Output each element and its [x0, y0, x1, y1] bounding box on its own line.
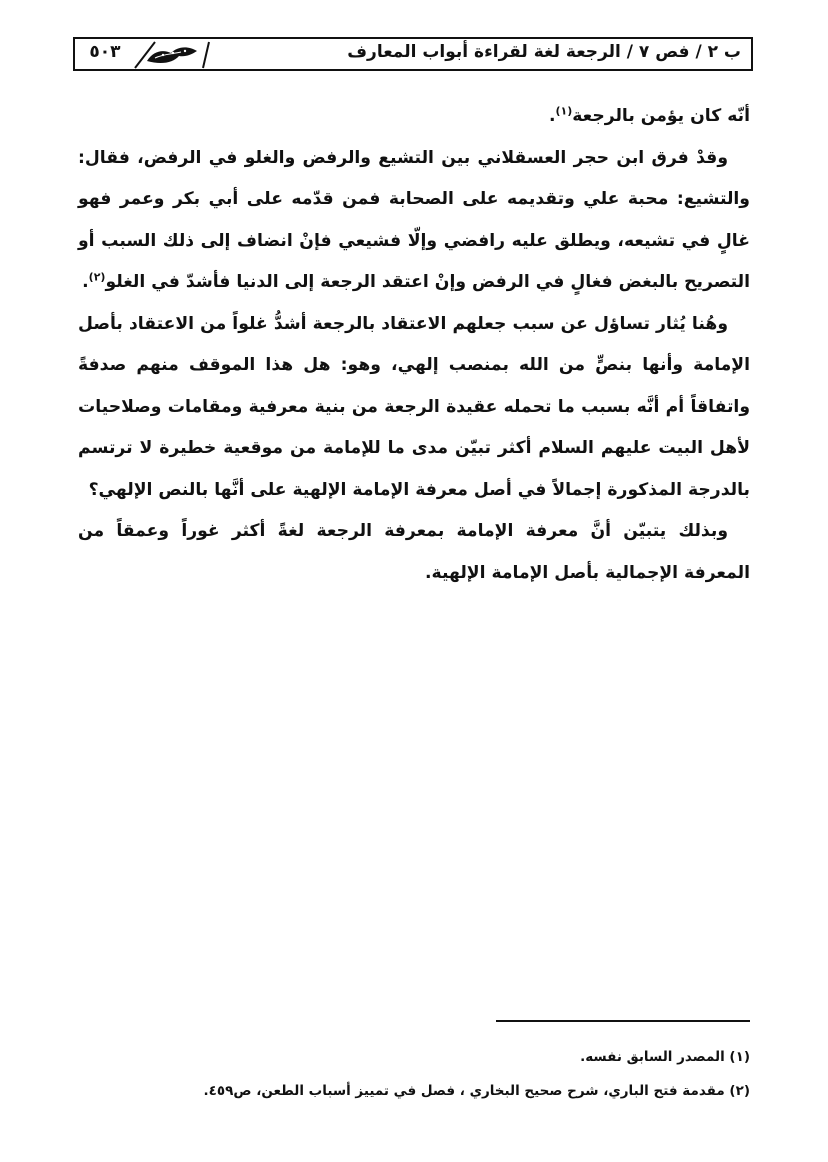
- footnote-ref-1[interactable]: (١): [555, 104, 573, 118]
- paragraph-2-tail: .: [82, 272, 89, 292]
- footnote-separator: [496, 1020, 750, 1022]
- paragraph-1: [78, 96, 750, 138]
- page-number: ٥٠٣: [89, 42, 121, 62]
- paragraph-2: [78, 138, 750, 304]
- paragraph-3: [78, 304, 750, 512]
- paragraph-3-text: وهُنا يُثار تساؤل عن سبب جعلهم الاعتقاد بالرجعة أشدُّ غلواً من الاعتقاد بأصل الإمامة وأنها بنصٍّ من الله بمنصب إلهي، وهو: هل هذا الموقف منهم صدفةً واتفاقاً أم أنَّه بسبب ما تحمله عقيدة الرجعة من بنية معرفية ومقامات وصلاحيات لأهل البيت عليهم السلام أكثر تبيّن مدى ما للإمامة من موقعية خطيرة لا ترتسم بالدرجة المذكورة إجمالاً في أصل معرفة الإمامة الإلهية على أنَّها بالنص الإلهي؟: [78, 313, 750, 500]
- footnotes: [78, 1040, 750, 1108]
- paragraph-1-tail: .: [548, 106, 556, 126]
- footnote-2: (٢) مقدمة فتح الباري، شرح صحيح البخاري ، فصل في تمييز أسباب الطعن، ص٤٥٩.: [203, 1083, 750, 1099]
- running-header: [73, 37, 753, 71]
- paragraph-4: [78, 511, 750, 594]
- paragraph-4-text: وبذلك يتبيّن أنَّ معرفة الإمامة بمعرفة الرجعة لغةً أكثر غوراً وعمقاً من المعرفة الإجمالية بأصل الإمامة الإلهية.: [78, 521, 750, 583]
- paragraph-1-text: أنّه كان يؤمن بالرجعة: [572, 106, 750, 126]
- paragraph-2-text: وقدْ فرق ابن حجر العسقلاني بين التشيع والرفض والغلو في الرفض، فقال: والتشيع: محبة علي وتقديمه على الصحابة فمن قدّمه على أبي بكر وعمر فهو غالٍ في تشيعه، ويطلق عليه رافضي وإلّا فشيعي فإنْ انضاف إلى ذلك السبب أو التصريح بالبغض فغالٍ في الرفض وإنْ اعتقد الرجعة إلى الدنيا فأشدّ في الغلو: [78, 147, 750, 292]
- main-text: [78, 96, 750, 594]
- footnote-1: (١) المصدر السابق نفسه.: [580, 1049, 750, 1065]
- header-ornament-icon: [133, 41, 211, 69]
- header-title: ب ٢ / فص ٧ / الرجعة لغة لقراءة أبواب المعارف: [347, 42, 741, 62]
- page-number-box: [75, 39, 133, 69]
- footnote-ref-2[interactable]: (٢): [88, 270, 106, 284]
